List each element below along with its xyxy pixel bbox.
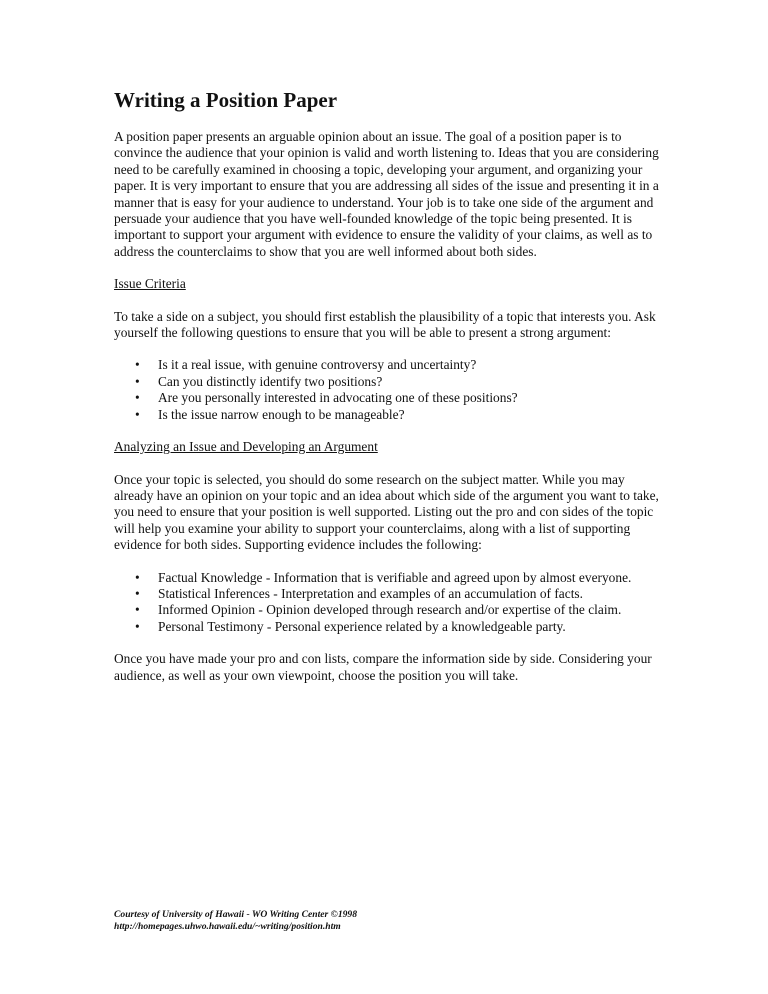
closing-paragraph: Once you have made your pro and con lists, compare the information side by side. Considering your audience, as well as your own viewpoint, choose the position you will take. [114, 651, 652, 683]
list-item-text: Can you distinctly identify two positions? [158, 373, 383, 389]
bullet-list-issue-criteria [114, 357, 662, 423]
list-item [114, 357, 662, 373]
list-item [114, 374, 662, 390]
bullet-icon: • [135, 618, 140, 634]
bullet-icon: • [135, 390, 140, 406]
footer-credit [114, 909, 662, 933]
list-item-text: Is the issue narrow enough to be manageable? [158, 406, 405, 422]
list-item [114, 619, 662, 635]
page-title: Writing a Position Paper [114, 88, 338, 112]
bullet-icon: • [135, 373, 140, 389]
footer-courtesy: Courtesy of University of Hawaii - WO Writing Center ©1998 [114, 909, 358, 920]
section-heading-analyzing-issue: Analyzing an Issue and Developing an Argument [114, 439, 378, 455]
bullet-icon: • [135, 585, 140, 601]
list-item-text: Personal Testimony - Personal experience related by a knowledgeable party. [158, 618, 566, 634]
list-item-text: Informed Opinion - Opinion developed through research and/or expertise of the claim. [158, 602, 622, 618]
list-item [114, 570, 662, 586]
section-paragraph-issue-criteria: To take a side on a subject, you should first establish the plausibility of a topic that interests you. Ask yourself the following questions to ensure that you will be able to present a strong argument: [114, 308, 656, 341]
section-heading-issue-criteria: Issue Criteria [114, 276, 186, 292]
intro-paragraph: A position paper presents an arguable opinion about an issue. The goal of a position paper is to convince the audience that your opinion is valid and worth listening to. Ideas that you are considering need to be carefully examined in choosing a topic, developing your argument, and organizing your paper. It is very important to ensure that you are addressing all sides of the issue and presenting it in a manner that is easy for your audience to understand. Your job is to take one side of the argument and persuade your audience that you have well-founded knowledge of the topic being presented. It is important to support your argument with evidence to ensure the validity of your claims, as well as to address the counterclaims to show that you are well informed about both sides. [114, 129, 659, 259]
list-item [114, 586, 662, 602]
bullet-icon: • [135, 602, 140, 618]
list-item-text: Is it a real issue, with genuine controversy and uncertainty? [158, 357, 477, 373]
list-item [114, 602, 662, 618]
list-item-text: Statistical Inferences - Interpretation and examples of an accumulation of facts. [158, 585, 583, 601]
section-paragraph-analyzing-issue: Once your topic is selected, you should do some research on the subject matter. While you may already have an opinion on your topic and an idea about which side of the argument you want to take, you need to ensure that your position is well supported. Listing out the pro and con sides of the topic will help you examine your ability to support your counterclaims, along with a list of supporting evidence for both sides. Supporting evidence includes the following: [114, 471, 659, 553]
document-page [114, 87, 662, 684]
list-item-text: Are you personally interested in advocating one of these positions? [158, 390, 518, 406]
list-item-text: Factual Knowledge - Information that is verifiable and agreed upon by almost everyone. [158, 569, 632, 585]
bullet-icon: • [135, 569, 140, 585]
bullet-icon: • [135, 357, 140, 373]
list-item [114, 390, 662, 406]
bullet-list-supporting-evidence [114, 570, 662, 636]
list-item [114, 407, 662, 423]
bullet-icon: • [135, 406, 140, 422]
footer-url: http://homepages.uhwo.hawaii.edu/~writing/position.htm [114, 921, 341, 932]
